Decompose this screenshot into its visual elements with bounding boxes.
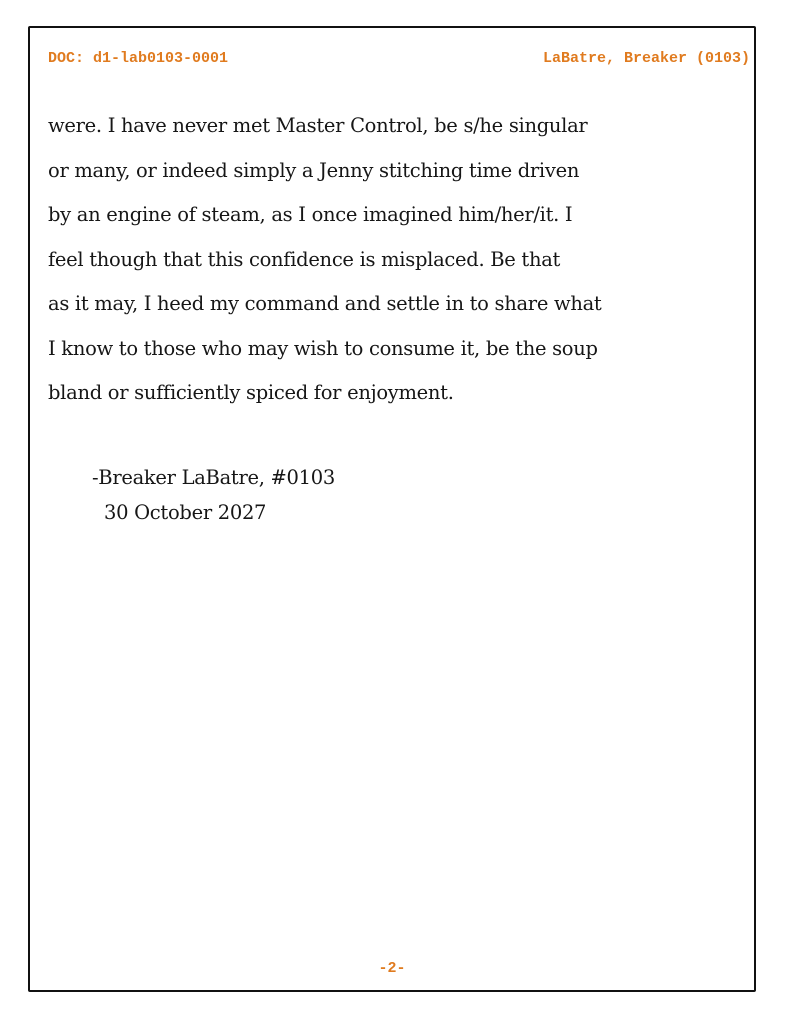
signature-name: -Breaker LaBatre, #0103	[92, 466, 335, 489]
document-id: DOC: d1-lab0103-0001	[48, 50, 229, 67]
body-line: I know to those who may wish to consume it, be the soup	[48, 336, 598, 360]
document-header	[48, 50, 750, 70]
signature-block	[92, 460, 335, 530]
body-line: or many, or indeed simply a Jenny stitching time driven	[48, 158, 580, 182]
body-line: feel though that this confidence is misplaced. Be that	[48, 247, 561, 271]
body-line: as it may, I heed my command and settle in to share what	[48, 292, 602, 315]
body-paragraph	[48, 104, 758, 416]
signature-date: 30 October 2027	[104, 501, 267, 524]
document-author: LaBatre, Breaker (0103)	[542, 50, 750, 67]
body-line: were. I have never met Master Control, be s/he singular	[48, 114, 588, 137]
body-line: bland or sufficiently spiced for enjoyment.	[48, 381, 454, 404]
body-line: by an engine of steam, as I once imagined him/her/it. I	[48, 203, 573, 226]
page-number: -2-	[378, 960, 406, 977]
document-page	[28, 26, 756, 992]
